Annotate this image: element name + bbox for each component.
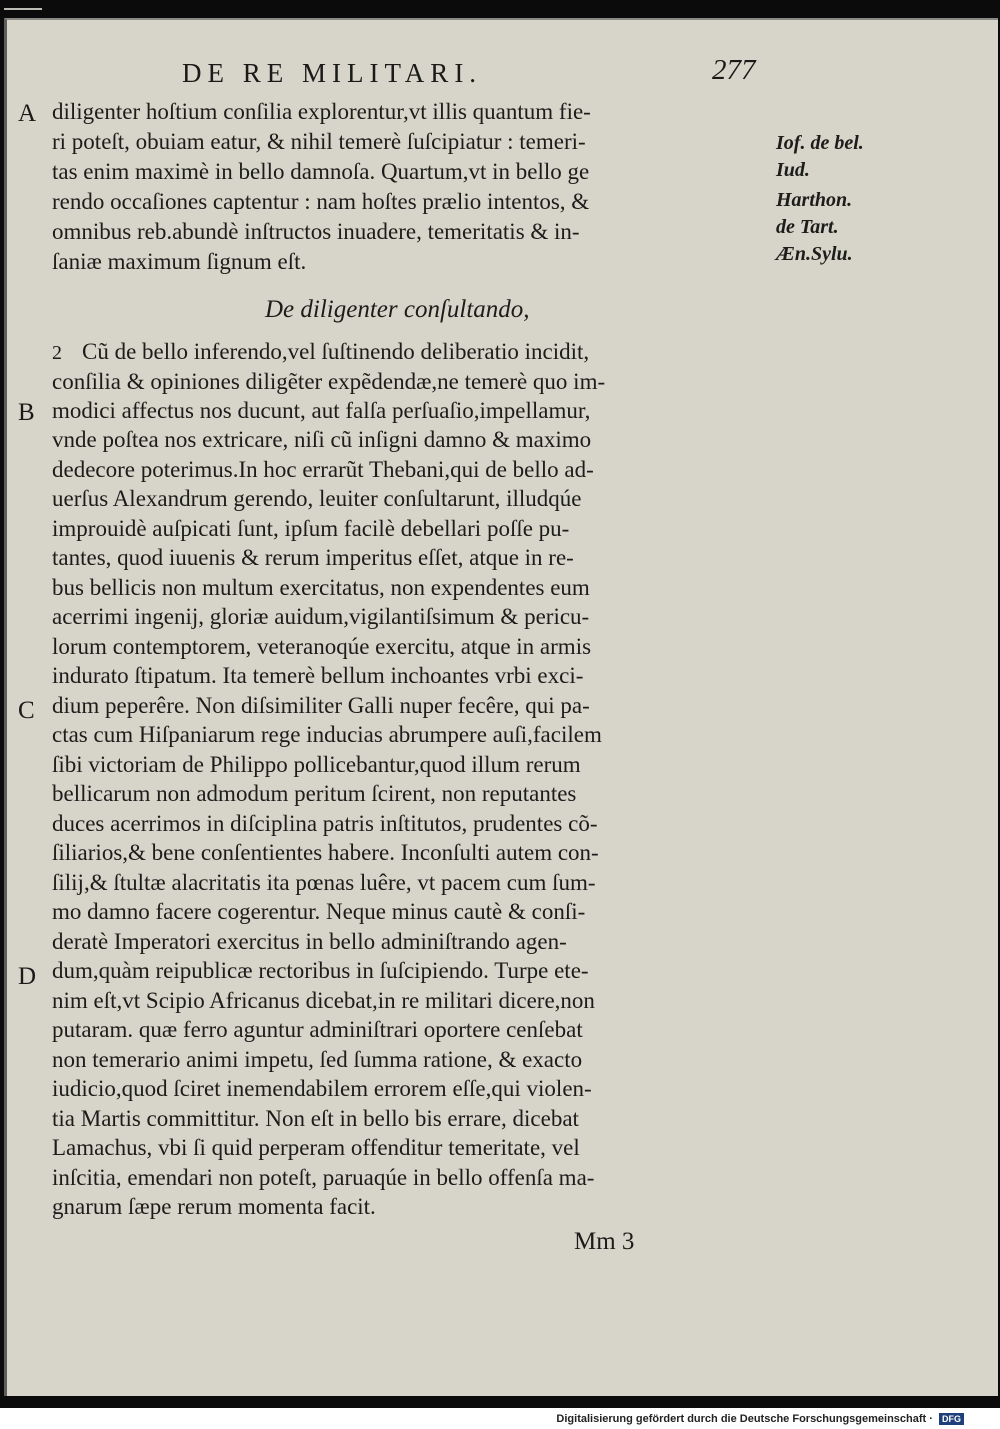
running-head: DE RE MILITARI. (182, 58, 483, 88)
signature-mark: Mm 3 (574, 1228, 635, 1255)
text-line: tas enim maximè in bello damnoſa. Quartum,vt in bello ge (52, 159, 590, 184)
text-line: ſaniæ maximum ſignum eſt. (52, 249, 307, 274)
text-line: gnarum ſæpe rerum momenta facit. (52, 1194, 376, 1219)
text-line: bus bellicis non multum exercitatus, non expendentes eum (52, 575, 590, 600)
text-line: bellicarum non admodum peritum ſcirent, non reputantes (52, 781, 577, 806)
text-line: acerrimi ingenij, gloriæ auidum,vigilantiſsimum & pericu- (52, 604, 590, 629)
text-line: dum,quàm reipublicæ rectoribus in ſuſcipiendo. Turpe ete- (52, 958, 589, 983)
margin-note: de Tart. (776, 216, 839, 238)
text-line: ſibi victoriam de Philippo pollicebantur,quod illum rerum (52, 752, 581, 777)
folio-number: 277 (712, 54, 756, 86)
text-line: ri poteſt, obuiam eatur, & nihil temerè ſuſcipiatur : temeri- (52, 129, 586, 154)
text-line: putaram. quæ ferro aguntur adminiſtrari oportere cenſebat (52, 1017, 583, 1042)
text-line: improuidè auſpicati ſunt, ipſum facilè debellari poſſe pu- (52, 516, 570, 541)
paragraph-number: 2 (52, 342, 62, 364)
text-line: tantes, quod iuuenis & rerum imperitus eſſet, atque in re- (52, 545, 574, 570)
section-heading: De diligenter conſultando, (265, 296, 530, 323)
text-line: dedecore poterimus.In hoc errarũt Thebani,qui de bello ad- (52, 457, 594, 482)
text-line: diligenter hoſtium conſilia explorentur,vt illis quantum fie- (52, 99, 591, 124)
margin-letter-d: D (18, 963, 37, 990)
footer-credit: Digitalisierung gefördert durch die Deutsche Forschungsgemeinschaft · DFG (556, 1413, 964, 1425)
text-line: Cũ de bello inferendo,vel ſuſtinendo deliberatio incidit, (82, 339, 590, 364)
text-line: ſiliarios,& bene conſentientes habere. Inconſulti autem con- (52, 840, 599, 865)
margin-note: Iof. de bel. (776, 132, 864, 154)
text-line: lorum contemptorem, veteranoqúe exercitu, atque in armis (52, 634, 592, 659)
text-line: tia Martis committitur. Non eſt in bello bis errare, dicebat (52, 1106, 579, 1131)
text-line: ctas cum Hiſpaniarum rege inducias abrumpere auſi,facilem (52, 722, 602, 747)
text-line: Lamachus, vbi ſi quid perperam offenditur temeritate, vel (52, 1135, 580, 1160)
margin-note: Harthon. (776, 189, 853, 211)
text-line: rendo occaſiones captentur : nam hoſtes prælio intentos, & (52, 189, 590, 214)
text-line: dium peperêre. Non diſsimiliter Galli nuper fecêre, qui pa- (52, 693, 590, 718)
text-line: inſcitia, emendari non poteſt, paruaqúe in bello offenſa ma- (52, 1165, 595, 1190)
text-line: vnde poſtea nos extricare, niſi cũ inſigni damno & maximo (52, 427, 592, 452)
text-line: omnibus reb.abundè inſtructos inuadere, temeritatis & in- (52, 219, 580, 244)
margin-letter-a: A (18, 100, 37, 127)
text-line: uerſus Alexandrum gerendo, leuiter conſultarunt, illudqúe (52, 486, 582, 511)
footer-text: Digitalisierung gefördert durch die Deutsche Forschungsgemeinschaft (556, 1413, 927, 1425)
text-line: mo damno facere cogerentur. Neque minus cautè & conſi- (52, 899, 586, 924)
margin-note: Æn.Sylu. (776, 243, 853, 265)
text-line: conſilia & opiniones diligẽter expẽdendæ,ne temerè quo im- (52, 369, 606, 394)
text-line: indurato ſtipatum. Ita temerè bellum inchoantes vrbi exci- (52, 663, 584, 688)
text-line: ſilij,& ſtultæ alacritatis ita pœnas luêre, vt pacem cum ſum- (52, 870, 596, 895)
margin-note: Iud. (776, 159, 810, 181)
scan-edge-mark (4, 8, 42, 10)
margin-letter-b: B (18, 399, 35, 426)
text-line: modici affectus nos ducunt, aut falſa perſuaſio,impellamur, (52, 398, 591, 423)
margin-letter-c: C (18, 697, 35, 724)
dfg-logo: DFG (939, 1413, 964, 1425)
text-line: non temerario animi impetu, ſed ſumma ratione, & exacto (52, 1047, 583, 1072)
text-line: nim eſt,vt Scipio Africanus dicebat,in re militari dicere,non (52, 988, 595, 1013)
text-line: deratè Imperatori exercitus in bello adminiſtrando agen- (52, 929, 567, 954)
text-line: duces acerrimos in diſciplina patris inſtitutos, prudentes cõ- (52, 811, 598, 836)
text-line: iudicio,quod ſciret inemendabilem errorem eſſe,qui violen- (52, 1076, 592, 1101)
